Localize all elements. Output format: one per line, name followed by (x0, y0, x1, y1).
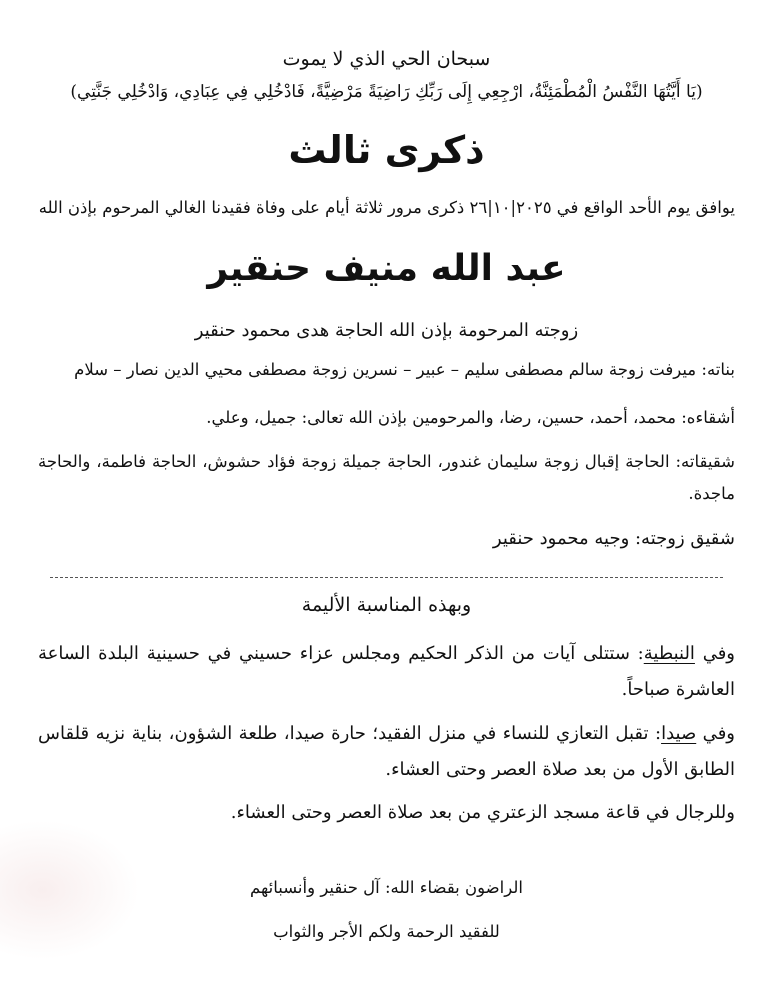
brothers-line: أشقاءه: محمد، أحمد، حسين، رضا، والمرحومين بإذن الله تعالى: جميل، وعلي. (206, 408, 735, 427)
nabatieh-text: : ستتلى آيات من الذكر الحكيم ومجلس عزاء حسيني في حسينية البلدة الساعة العاشرة صباحاً. (38, 643, 735, 700)
daughters-line: بناته: ميرفت زوجة سالم مصطفى سليم – عبير – نسرين زوجة مصطفى محيي الدين نصار – سلام (74, 360, 735, 379)
wife-line: زوجته المرحومة بإذن الله الحاجة هدى محمود حنقير (194, 320, 579, 341)
saida-place: صيدا (661, 723, 697, 744)
intro-text: يوافق يوم الأحد الواقع في ٢٠٢٥|١٠|٢٦ ذكرى مرور ثلاثة أيام على وفاة فقيدنا الغالي المرحوم بإذن الله (38, 198, 735, 217)
nabatieh-paragraph (38, 636, 735, 708)
closing-prayer: للفقيد الرحمة ولكم الأجر والثواب (273, 922, 500, 941)
dashed-divider (50, 577, 723, 578)
saida-text: : تقبل التعازي للنساء في منزل الفقيد؛ حارة صيدا، طلعة الشؤون، بناية نزيه قلقاس الطابق الأول من بعد صلاة العصر وحتى العشاء. (38, 723, 735, 780)
wife-brother-line: شقيق زوجته: وجيه محمود حنقير (492, 528, 735, 549)
faint-stain (0, 820, 140, 960)
quran-verse: (يَا أَيَّتُهَا النَّفْسُ الْمُطْمَئِنَّةُ، ارْجِعِي إِلَى رَبِّكِ رَاضِيَةً مَرْضِيَّةً، فَادْخُلِي فِي عِبَادِي، وَادْخُلِي جَنَّتِي) (70, 82, 703, 102)
nabatieh-place: النبطية (643, 643, 695, 664)
sisters-line: شقيقاته: الحاجة إقبال زوجة سليمان غندور، الحاجة جميلة زوجة فؤاد حشوش، الحاجة فاطمة، والحاجة ماجدة. (38, 452, 735, 503)
saida-prefix: وفي (696, 723, 735, 744)
saida-paragraph (38, 716, 735, 788)
family-signature: الراضون بقضاء الله: آل حنقير وأنسبائهم (250, 878, 523, 897)
nabatieh-prefix: وفي (694, 643, 735, 664)
deceased-name: عبد الله منيف حنقير (207, 248, 566, 289)
men-condolences-line: وللرجال في قاعة مسجد الزعتري من بعد صلاة العصر وحتى العشاء. (230, 802, 735, 823)
header-praise: سبحان الحي الذي لا يموت (282, 48, 491, 70)
notice-title: ذكرى ثالث (288, 128, 485, 172)
occasion-heading: وبهذه المناسبة الأليمة (301, 594, 472, 616)
